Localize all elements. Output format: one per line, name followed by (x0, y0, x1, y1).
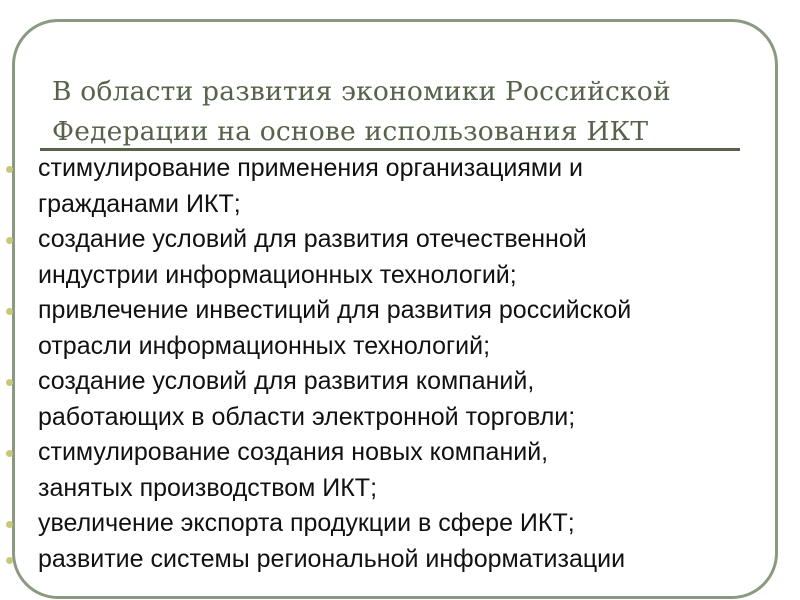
list-item-text: стимулирование создания новых компаний, (38, 438, 549, 466)
list-item-4 (0, 364, 800, 435)
list-item-text: создание условий для развития отечественной (38, 225, 587, 253)
list-item-text: создание условий для развития компаний, (38, 367, 535, 395)
list-item-text: гражданами ИКТ; (38, 189, 241, 218)
list-item-text: привлечение инвестиций для развития российской (38, 296, 632, 324)
list-item-text: развитие системы региональной информатизации (38, 544, 626, 573)
list-item-text: работающих в области электронной торговли; (38, 402, 576, 431)
list-item-5 (0, 435, 800, 506)
list-item-1 (0, 151, 800, 222)
list-item-text: стимулирование применения организациями и (38, 154, 583, 182)
list-item-7 (0, 542, 800, 578)
bullet-dot-icon (6, 308, 13, 315)
title-line-1: В области развития экономики Российской (52, 76, 671, 107)
bullet-dot-icon (6, 166, 13, 173)
list-item-2 (0, 222, 800, 293)
list-item-text: занятых производством ИКТ; (38, 473, 378, 502)
bullet-dot-icon (6, 450, 13, 457)
slide-title (52, 72, 742, 152)
title-line-2: Федерации на основе использования ИКТ (52, 116, 649, 147)
bullet-dot-icon (6, 521, 13, 528)
list-item-text: отрасли информационных технологий; (38, 331, 491, 360)
list-item-text: увеличение экспорта продукции в сфере ИКТ; (38, 509, 575, 537)
bullet-dot-icon (6, 379, 13, 386)
bullet-dot-icon (6, 237, 13, 244)
list-item-3 (0, 293, 800, 364)
bullet-list (0, 151, 800, 577)
bullet-dot-icon (6, 557, 13, 564)
list-item-text: индустрии информационных технологий; (38, 260, 517, 289)
list-item-6 (0, 506, 800, 542)
